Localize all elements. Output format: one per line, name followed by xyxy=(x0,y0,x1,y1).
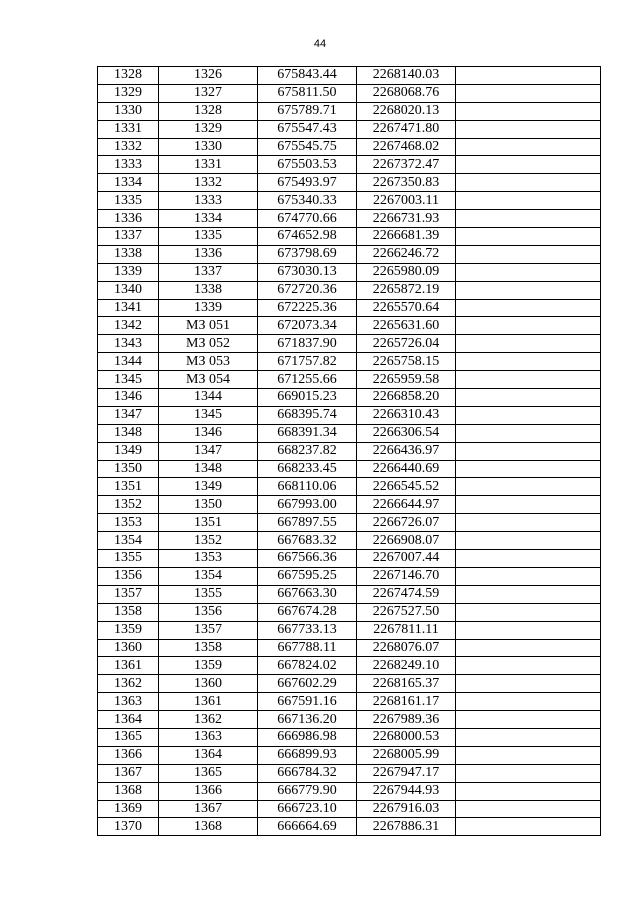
table-row xyxy=(98,478,601,496)
x-coordinate-cell: 667136.20 xyxy=(258,711,357,729)
note-cell xyxy=(456,514,601,532)
point-number-cell: 1344 xyxy=(98,353,159,371)
table-row xyxy=(98,460,601,478)
reference-cell: 1352 xyxy=(159,532,258,550)
reference-cell: 1359 xyxy=(159,657,258,675)
table-row xyxy=(98,263,601,281)
y-coordinate-cell: 2267003.11 xyxy=(357,192,456,210)
x-coordinate-cell: 675843.44 xyxy=(258,67,357,85)
reference-cell: 1367 xyxy=(159,800,258,818)
y-coordinate-cell: 2267947.17 xyxy=(357,764,456,782)
table-row xyxy=(98,675,601,693)
note-cell xyxy=(456,585,601,603)
point-number-cell: 1356 xyxy=(98,567,159,585)
note-cell xyxy=(456,335,601,353)
reference-cell: 1364 xyxy=(159,746,258,764)
reference-cell: 1355 xyxy=(159,585,258,603)
table-row xyxy=(98,764,601,782)
note-cell xyxy=(456,764,601,782)
y-coordinate-cell: 2267944.93 xyxy=(357,782,456,800)
x-coordinate-cell: 667591.16 xyxy=(258,693,357,711)
table-row xyxy=(98,550,601,568)
point-number-cell: 1366 xyxy=(98,746,159,764)
y-coordinate-cell: 2267527.50 xyxy=(357,603,456,621)
note-cell xyxy=(456,800,601,818)
point-number-cell: 1328 xyxy=(98,67,159,85)
table-row xyxy=(98,782,601,800)
y-coordinate-cell: 2268249.10 xyxy=(357,657,456,675)
reference-cell: 1348 xyxy=(159,460,258,478)
point-number-cell: 1362 xyxy=(98,675,159,693)
note-cell xyxy=(456,603,601,621)
table-row xyxy=(98,317,601,335)
x-coordinate-cell: 672073.34 xyxy=(258,317,357,335)
y-coordinate-cell: 2266306.54 xyxy=(357,424,456,442)
table-row xyxy=(98,424,601,442)
x-coordinate-cell: 666784.32 xyxy=(258,764,357,782)
reference-cell: 1366 xyxy=(159,782,258,800)
x-coordinate-cell: 668237.82 xyxy=(258,442,357,460)
x-coordinate-cell: 667595.25 xyxy=(258,567,357,585)
y-coordinate-cell: 2267007.44 xyxy=(357,550,456,568)
table-row xyxy=(98,299,601,317)
table-row xyxy=(98,335,601,353)
y-coordinate-cell: 2266644.97 xyxy=(357,496,456,514)
point-number-cell: 1363 xyxy=(98,693,159,711)
x-coordinate-cell: 674770.66 xyxy=(258,210,357,228)
reference-cell: 1339 xyxy=(159,299,258,317)
y-coordinate-cell: 2265980.09 xyxy=(357,263,456,281)
table-row xyxy=(98,389,601,407)
y-coordinate-cell: 2267886.31 xyxy=(357,818,456,836)
table-row xyxy=(98,639,601,657)
point-number-cell: 1352 xyxy=(98,496,159,514)
reference-cell: 1337 xyxy=(159,263,258,281)
reference-cell: 1365 xyxy=(159,764,258,782)
reference-cell: 1333 xyxy=(159,192,258,210)
y-coordinate-cell: 2267350.83 xyxy=(357,174,456,192)
y-coordinate-cell: 2266731.93 xyxy=(357,210,456,228)
point-number-cell: 1347 xyxy=(98,406,159,424)
page-number: 44 xyxy=(313,38,327,50)
table-row xyxy=(98,228,601,246)
point-number-cell: 1359 xyxy=(98,621,159,639)
table-row xyxy=(98,711,601,729)
table-row xyxy=(98,353,601,371)
note-cell xyxy=(456,138,601,156)
x-coordinate-cell: 675503.53 xyxy=(258,156,357,174)
note-cell xyxy=(456,281,601,299)
note-cell xyxy=(456,675,601,693)
point-number-cell: 1365 xyxy=(98,728,159,746)
x-coordinate-cell: 667674.28 xyxy=(258,603,357,621)
note-cell xyxy=(456,174,601,192)
point-number-cell: 1336 xyxy=(98,210,159,228)
point-number-cell: 1329 xyxy=(98,84,159,102)
reference-cell: 1326 xyxy=(159,67,258,85)
x-coordinate-cell: 675340.33 xyxy=(258,192,357,210)
table-row xyxy=(98,371,601,389)
point-number-cell: 1368 xyxy=(98,782,159,800)
note-cell xyxy=(456,782,601,800)
note-cell xyxy=(456,120,601,138)
x-coordinate-cell: 667897.55 xyxy=(258,514,357,532)
note-cell xyxy=(456,263,601,281)
y-coordinate-cell: 2266246.72 xyxy=(357,245,456,263)
note-cell xyxy=(456,245,601,263)
reference-cell: 1327 xyxy=(159,84,258,102)
reference-cell: 1336 xyxy=(159,245,258,263)
y-coordinate-cell: 2267471.80 xyxy=(357,120,456,138)
point-number-cell: 1354 xyxy=(98,532,159,550)
x-coordinate-cell: 667566.36 xyxy=(258,550,357,568)
reference-cell: МЗ 053 xyxy=(159,353,258,371)
note-cell xyxy=(456,728,601,746)
x-coordinate-cell: 667683.32 xyxy=(258,532,357,550)
table-row xyxy=(98,728,601,746)
x-coordinate-cell: 667602.29 xyxy=(258,675,357,693)
reference-cell: 1347 xyxy=(159,442,258,460)
y-coordinate-cell: 2266436.97 xyxy=(357,442,456,460)
x-coordinate-cell: 673798.69 xyxy=(258,245,357,263)
y-coordinate-cell: 2268076.07 xyxy=(357,639,456,657)
reference-cell: 1360 xyxy=(159,675,258,693)
note-cell xyxy=(456,389,601,407)
x-coordinate-cell: 672720.36 xyxy=(258,281,357,299)
point-number-cell: 1341 xyxy=(98,299,159,317)
note-cell xyxy=(456,746,601,764)
y-coordinate-cell: 2268165.37 xyxy=(357,675,456,693)
y-coordinate-cell: 2268000.53 xyxy=(357,728,456,746)
y-coordinate-cell: 2268068.76 xyxy=(357,84,456,102)
table-row xyxy=(98,496,601,514)
reference-cell: 1354 xyxy=(159,567,258,585)
note-cell xyxy=(456,317,601,335)
reference-cell: 1334 xyxy=(159,210,258,228)
x-coordinate-cell: 667824.02 xyxy=(258,657,357,675)
y-coordinate-cell: 2266858.20 xyxy=(357,389,456,407)
table-row xyxy=(98,603,601,621)
point-number-cell: 1351 xyxy=(98,478,159,496)
reference-cell: МЗ 051 xyxy=(159,317,258,335)
reference-cell: 1329 xyxy=(159,120,258,138)
point-number-cell: 1367 xyxy=(98,764,159,782)
note-cell xyxy=(456,478,601,496)
x-coordinate-cell: 666723.10 xyxy=(258,800,357,818)
table-row xyxy=(98,800,601,818)
reference-cell: 1368 xyxy=(159,818,258,836)
reference-cell: 1344 xyxy=(159,389,258,407)
reference-cell: 1363 xyxy=(159,728,258,746)
note-cell xyxy=(456,496,601,514)
x-coordinate-cell: 671837.90 xyxy=(258,335,357,353)
y-coordinate-cell: 2268140.03 xyxy=(357,67,456,85)
x-coordinate-cell: 668110.06 xyxy=(258,478,357,496)
note-cell xyxy=(456,711,601,729)
y-coordinate-cell: 2265726.04 xyxy=(357,335,456,353)
y-coordinate-cell: 2266726.07 xyxy=(357,514,456,532)
point-number-cell: 1345 xyxy=(98,371,159,389)
reference-cell: 1361 xyxy=(159,693,258,711)
x-coordinate-cell: 675493.97 xyxy=(258,174,357,192)
reference-cell: МЗ 054 xyxy=(159,371,258,389)
point-number-cell: 1339 xyxy=(98,263,159,281)
y-coordinate-cell: 2266310.43 xyxy=(357,406,456,424)
note-cell xyxy=(456,406,601,424)
table-row xyxy=(98,621,601,639)
table-row xyxy=(98,532,601,550)
x-coordinate-cell: 666664.69 xyxy=(258,818,357,836)
reference-cell: 1362 xyxy=(159,711,258,729)
y-coordinate-cell: 2268161.17 xyxy=(357,693,456,711)
y-coordinate-cell: 2266681.39 xyxy=(357,228,456,246)
reference-cell: 1349 xyxy=(159,478,258,496)
y-coordinate-cell: 2265631.60 xyxy=(357,317,456,335)
note-cell xyxy=(456,639,601,657)
y-coordinate-cell: 2267916.03 xyxy=(357,800,456,818)
x-coordinate-cell: 667993.00 xyxy=(258,496,357,514)
y-coordinate-cell: 2266908.07 xyxy=(357,532,456,550)
note-cell xyxy=(456,102,601,120)
table-row xyxy=(98,174,601,192)
point-number-cell: 1337 xyxy=(98,228,159,246)
point-number-cell: 1340 xyxy=(98,281,159,299)
table-row xyxy=(98,156,601,174)
reference-cell: 1358 xyxy=(159,639,258,657)
point-number-cell: 1346 xyxy=(98,389,159,407)
table-row xyxy=(98,138,601,156)
y-coordinate-cell: 2267989.36 xyxy=(357,711,456,729)
x-coordinate-cell: 671255.66 xyxy=(258,371,357,389)
point-number-cell: 1369 xyxy=(98,800,159,818)
x-coordinate-cell: 667663.30 xyxy=(258,585,357,603)
note-cell xyxy=(456,550,601,568)
point-number-cell: 1343 xyxy=(98,335,159,353)
point-number-cell: 1350 xyxy=(98,460,159,478)
note-cell xyxy=(456,228,601,246)
point-number-cell: 1357 xyxy=(98,585,159,603)
reference-cell: МЗ 052 xyxy=(159,335,258,353)
reference-cell: 1331 xyxy=(159,156,258,174)
table-row xyxy=(98,406,601,424)
x-coordinate-cell: 673030.13 xyxy=(258,263,357,281)
x-coordinate-cell: 666986.98 xyxy=(258,728,357,746)
note-cell xyxy=(456,567,601,585)
note-cell xyxy=(456,156,601,174)
reference-cell: 1332 xyxy=(159,174,258,192)
note-cell xyxy=(456,657,601,675)
reference-cell: 1357 xyxy=(159,621,258,639)
note-cell xyxy=(456,210,601,228)
table-row xyxy=(98,281,601,299)
note-cell xyxy=(456,371,601,389)
table-row xyxy=(98,192,601,210)
x-coordinate-cell: 675545.75 xyxy=(258,138,357,156)
table-row xyxy=(98,514,601,532)
point-number-cell: 1338 xyxy=(98,245,159,263)
reference-cell: 1328 xyxy=(159,102,258,120)
note-cell xyxy=(456,693,601,711)
point-number-cell: 1330 xyxy=(98,102,159,120)
reference-cell: 1335 xyxy=(159,228,258,246)
point-number-cell: 1355 xyxy=(98,550,159,568)
y-coordinate-cell: 2267468.02 xyxy=(357,138,456,156)
y-coordinate-cell: 2265872.19 xyxy=(357,281,456,299)
table-row xyxy=(98,567,601,585)
table-row xyxy=(98,120,601,138)
y-coordinate-cell: 2268005.99 xyxy=(357,746,456,764)
table-row xyxy=(98,693,601,711)
point-number-cell: 1335 xyxy=(98,192,159,210)
x-coordinate-cell: 667733.13 xyxy=(258,621,357,639)
table-row xyxy=(98,84,601,102)
point-number-cell: 1331 xyxy=(98,120,159,138)
table-row xyxy=(98,67,601,85)
point-number-cell: 1358 xyxy=(98,603,159,621)
table-row xyxy=(98,818,601,836)
note-cell xyxy=(456,192,601,210)
x-coordinate-cell: 666779.90 xyxy=(258,782,357,800)
point-number-cell: 1353 xyxy=(98,514,159,532)
note-cell xyxy=(456,353,601,371)
x-coordinate-cell: 675547.43 xyxy=(258,120,357,138)
note-cell xyxy=(456,532,601,550)
table-row xyxy=(98,746,601,764)
reference-cell: 1345 xyxy=(159,406,258,424)
y-coordinate-cell: 2267372.47 xyxy=(357,156,456,174)
reference-cell: 1338 xyxy=(159,281,258,299)
x-coordinate-cell: 671757.82 xyxy=(258,353,357,371)
y-coordinate-cell: 2266440.69 xyxy=(357,460,456,478)
point-number-cell: 1334 xyxy=(98,174,159,192)
point-number-cell: 1364 xyxy=(98,711,159,729)
table-row xyxy=(98,585,601,603)
x-coordinate-cell: 669015.23 xyxy=(258,389,357,407)
reference-cell: 1350 xyxy=(159,496,258,514)
y-coordinate-cell: 2265570.64 xyxy=(357,299,456,317)
reference-cell: 1330 xyxy=(159,138,258,156)
x-coordinate-cell: 675789.71 xyxy=(258,102,357,120)
note-cell xyxy=(456,299,601,317)
point-number-cell: 1342 xyxy=(98,317,159,335)
point-number-cell: 1333 xyxy=(98,156,159,174)
reference-cell: 1346 xyxy=(159,424,258,442)
y-coordinate-cell: 2265758.15 xyxy=(357,353,456,371)
point-number-cell: 1348 xyxy=(98,424,159,442)
note-cell xyxy=(456,818,601,836)
x-coordinate-cell: 674652.98 xyxy=(258,228,357,246)
note-cell xyxy=(456,460,601,478)
table-row xyxy=(98,245,601,263)
reference-cell: 1356 xyxy=(159,603,258,621)
y-coordinate-cell: 2267146.70 xyxy=(357,567,456,585)
y-coordinate-cell: 2267811.11 xyxy=(357,621,456,639)
x-coordinate-cell: 675811.50 xyxy=(258,84,357,102)
note-cell xyxy=(456,442,601,460)
point-number-cell: 1370 xyxy=(98,818,159,836)
table-row xyxy=(98,210,601,228)
note-cell xyxy=(456,424,601,442)
y-coordinate-cell: 2265959.58 xyxy=(357,371,456,389)
note-cell xyxy=(456,621,601,639)
x-coordinate-cell: 672225.36 xyxy=(258,299,357,317)
x-coordinate-cell: 667788.11 xyxy=(258,639,357,657)
x-coordinate-cell: 666899.93 xyxy=(258,746,357,764)
point-number-cell: 1332 xyxy=(98,138,159,156)
point-number-cell: 1349 xyxy=(98,442,159,460)
point-number-cell: 1361 xyxy=(98,657,159,675)
coordinates-table xyxy=(97,66,601,836)
point-number-cell: 1360 xyxy=(98,639,159,657)
x-coordinate-cell: 668233.45 xyxy=(258,460,357,478)
table-row xyxy=(98,657,601,675)
y-coordinate-cell: 2266545.52 xyxy=(357,478,456,496)
table-row xyxy=(98,442,601,460)
coordinates-table-body xyxy=(98,67,601,836)
y-coordinate-cell: 2267474.59 xyxy=(357,585,456,603)
table-row xyxy=(98,102,601,120)
y-coordinate-cell: 2268020.13 xyxy=(357,102,456,120)
x-coordinate-cell: 668395.74 xyxy=(258,406,357,424)
x-coordinate-cell: 668391.34 xyxy=(258,424,357,442)
reference-cell: 1353 xyxy=(159,550,258,568)
note-cell xyxy=(456,67,601,85)
note-cell xyxy=(456,84,601,102)
reference-cell: 1351 xyxy=(159,514,258,532)
